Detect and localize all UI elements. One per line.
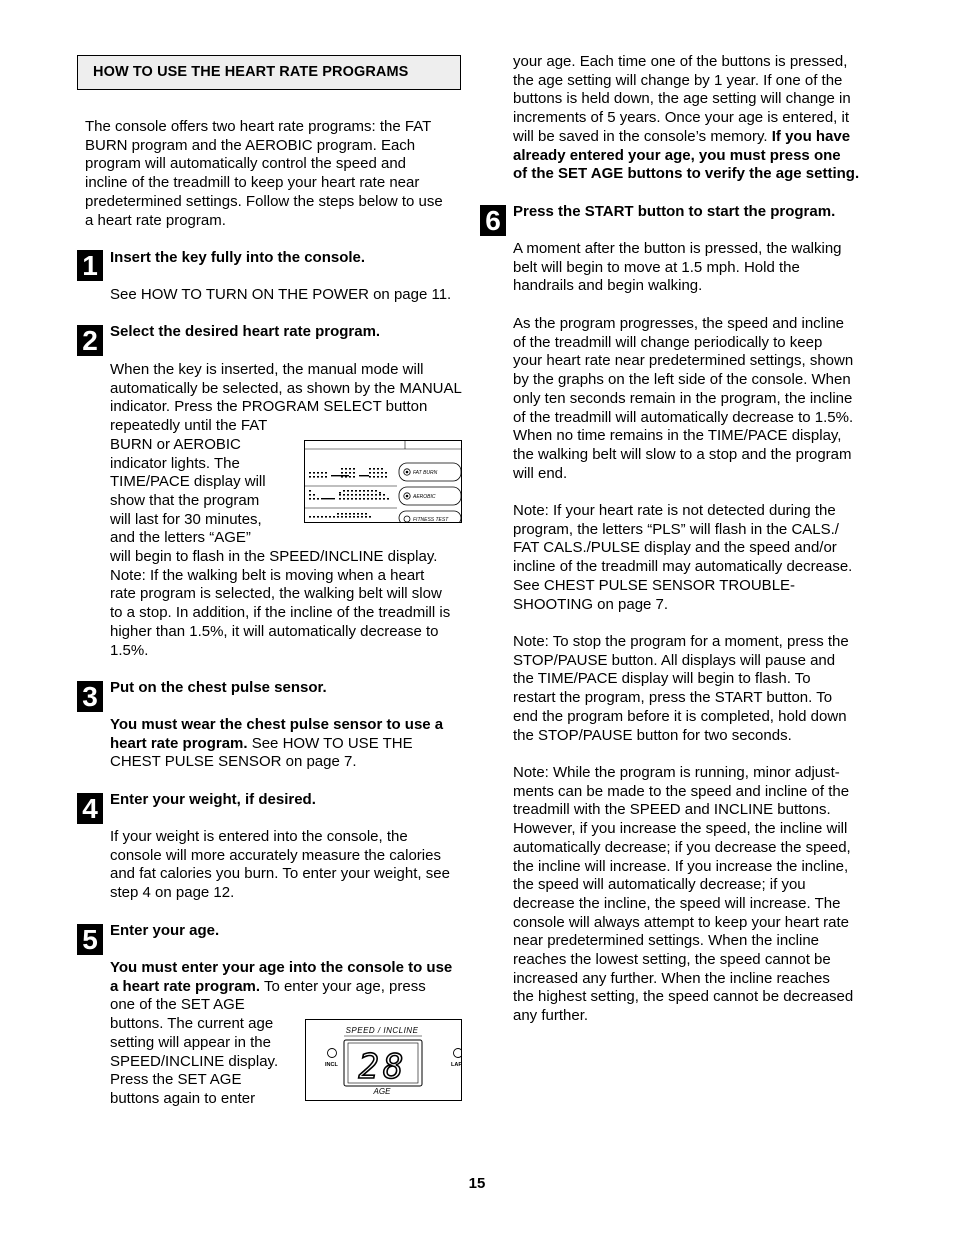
intro-line: a heart rate program. bbox=[85, 211, 226, 229]
step-6-number: 6 bbox=[480, 205, 506, 236]
body-line: program, the letters “PLS” will flash in the CALS./ bbox=[513, 520, 839, 538]
step-3-number: 3 bbox=[77, 681, 103, 712]
step-2-title: Select the desired heart rate program. bbox=[110, 323, 381, 340]
body-line: You must enter your age into the console to use bbox=[110, 959, 453, 976]
body-line: See CHEST PULSE SENSOR TROUBLE- bbox=[513, 576, 796, 594]
program-indicator-svg bbox=[305, 441, 461, 522]
body-line: When the key is inserted, the manual mode will bbox=[110, 361, 424, 378]
body-line: decrease the incline, the speed will increase. The bbox=[513, 894, 841, 912]
body-line: will last for 30 minutes, bbox=[110, 510, 262, 528]
body-line: STOP/PAUSE button. All displays will pause and bbox=[513, 651, 836, 669]
bold-lead: a heart rate program. bbox=[110, 977, 261, 995]
body-line: of the treadmill will change periodically to keep bbox=[513, 333, 823, 351]
bold-text: If you have bbox=[771, 127, 851, 145]
body-line: When no time remains in the TIME/PACE display, bbox=[513, 427, 842, 445]
fat-burn-indicator-light-dot bbox=[406, 471, 409, 474]
body-line: end the program before it is completed, hold down bbox=[513, 707, 847, 725]
body-line: your age. Each time one of the buttons is pressed, bbox=[513, 53, 848, 70]
body-line: and fat calories you burn. To enter your weight, see bbox=[110, 865, 450, 883]
step-2-number: 2 bbox=[77, 325, 103, 356]
page-number: 15 bbox=[468, 1175, 486, 1192]
lap-label: LAP bbox=[451, 1062, 461, 1068]
body-line: SHOOTING on page 7. bbox=[513, 595, 669, 613]
step-3-title: Put on the chest pulse sensor. bbox=[110, 679, 327, 696]
step-1-title: Insert the key fully into the console. bbox=[110, 249, 366, 266]
body-line bbox=[110, 978, 470, 997]
intro-line: incline of the treadmill to keep your heart rate near bbox=[85, 174, 420, 192]
lap-button-icon bbox=[454, 1049, 462, 1058]
body-line: restart the program, press the START button. To bbox=[513, 689, 833, 707]
intro-line: predetermined settings. Follow the steps below to use bbox=[85, 192, 443, 210]
step-5-continued bbox=[513, 53, 873, 184]
body-line: You must wear the chest pulse sensor to use a bbox=[110, 716, 444, 733]
body-line: by the graphs on the left side of the console. When bbox=[513, 371, 851, 389]
body-line: setting will appear in the bbox=[110, 1033, 271, 1051]
body-line: As the program progresses, the speed and incline bbox=[513, 315, 845, 332]
body-line: ments can be made to the speed and incline of the bbox=[513, 782, 850, 800]
body-line: indicator lights. The bbox=[110, 454, 240, 472]
body-line bbox=[513, 128, 873, 147]
step-5-title: Enter your age. bbox=[110, 922, 220, 939]
body-line: higher than 1.5%, it will automatically decrease to bbox=[110, 622, 439, 640]
body-line: buttons. The current age bbox=[110, 1015, 274, 1033]
body-line: step 4 on page 12. bbox=[110, 884, 235, 902]
body-line: Press the SET AGE bbox=[110, 1071, 242, 1089]
body-line: FAT CALS./PULSE display and the speed and/or bbox=[513, 539, 837, 557]
body-line: reaches the lowest setting, the speed cannot be bbox=[513, 951, 831, 969]
step-6-para-3 bbox=[513, 502, 873, 614]
body-line: of the treadmill will automatically decrease to 1.5%. bbox=[513, 408, 854, 426]
intro-paragraph bbox=[85, 118, 470, 230]
intro-line: program will automatically control the speed and bbox=[85, 155, 406, 173]
age-label: AGE bbox=[373, 1087, 391, 1096]
body-line: any further. bbox=[513, 1007, 589, 1025]
body-line: SPEED/INCLINE display. bbox=[110, 1052, 279, 1070]
body-line: CHEST PULSE SENSOR on page 7. bbox=[110, 753, 357, 771]
body-line: near predetermined settings. When the incline bbox=[513, 932, 820, 950]
aerobic-indicator-light-dot bbox=[406, 495, 409, 498]
body-line: one of the SET AGE bbox=[110, 996, 245, 1014]
step-4-title: Enter your weight, if desired. bbox=[110, 791, 316, 808]
fitness-test-indicator-light bbox=[404, 516, 410, 522]
body-line: and the letters “AGE” bbox=[110, 529, 251, 547]
body-line: belt will begin to move at 1.5 mph. Hold the bbox=[513, 258, 800, 276]
body-line: console will always attempt to keep your heart rate bbox=[513, 913, 849, 931]
body-line: repeatedly until the FAT bbox=[110, 417, 268, 435]
body-text: will be saved in the console’s memory. bbox=[513, 127, 772, 145]
body-line: the age setting will change by 1 year. If one of the bbox=[513, 71, 843, 89]
body-line: Note: If your heart rate is not detected during the bbox=[513, 502, 836, 519]
step-6-para-2 bbox=[513, 315, 873, 483]
body-line: automatically be selected, as shown by the MANUAL bbox=[110, 379, 462, 397]
body-line bbox=[110, 735, 470, 754]
intro-line: The console offers two heart rate programs: the FAT bbox=[85, 118, 432, 135]
body-text: See HOW TO USE THE bbox=[247, 734, 413, 752]
body-line: automatically decrease; if you decrease the speed, bbox=[513, 838, 851, 856]
section-heading-box bbox=[77, 55, 461, 90]
speed-incline-label: SPEED / INCLINE bbox=[345, 1026, 419, 1035]
body-line: buttons is held down, the age setting will change in bbox=[513, 90, 851, 108]
body-line: Note: If the walking belt is moving when a heart bbox=[110, 566, 425, 584]
body-line: show that the program bbox=[110, 491, 260, 509]
body-line: incline of the treadmill may automatically decrease. bbox=[513, 558, 853, 576]
body-line: TIME/PACE display will bbox=[110, 473, 266, 491]
step-1-number: 1 bbox=[77, 250, 103, 281]
body-line: However, if you increase the speed, the incline will bbox=[513, 820, 848, 838]
body-line: handrails and begin walking. bbox=[513, 277, 703, 295]
body-line: If your weight is entered into the console, the bbox=[110, 828, 408, 845]
step-6-para-5 bbox=[513, 764, 873, 1026]
section-heading: HOW TO USE THE HEART RATE PROGRAMS bbox=[93, 64, 409, 80]
program-graph-row-3 bbox=[309, 513, 371, 518]
step-1-text: See HOW TO TURN ON THE POWER on page 11. bbox=[110, 286, 452, 303]
intro-line: BURN program and the AEROBIC program. Each bbox=[85, 136, 416, 154]
step-6-para-4 bbox=[513, 633, 873, 745]
body-line: Note: To stop the program for a moment, press the bbox=[513, 633, 849, 650]
step-6-title: Press the START button to start the program. bbox=[513, 203, 836, 220]
body-line: the incline will increase. If you increase the incline, bbox=[513, 857, 849, 875]
bold-lead: heart rate program. bbox=[110, 734, 248, 752]
incline-button-icon bbox=[328, 1049, 337, 1058]
body-line: increased any further. When the incline reaches bbox=[513, 969, 830, 987]
body-line: BURN or AEROBIC bbox=[110, 435, 241, 453]
body-line: A moment after the button is pressed, the walking bbox=[513, 240, 842, 257]
body-line: already entered your age, you must press one bbox=[513, 146, 841, 164]
body-line: increments of 5 years. Once your age is entered, it bbox=[513, 109, 849, 127]
fat-burn-label: FAT BURN bbox=[413, 470, 438, 476]
incline-label: INCL bbox=[325, 1062, 338, 1068]
body-text: To enter your age, press bbox=[260, 977, 426, 995]
body-line: the TIME/PACE display will begin to flash. To bbox=[513, 670, 811, 688]
body-line: the speed will automatically decrease; if you bbox=[513, 876, 806, 894]
age-display-illustration bbox=[305, 1019, 462, 1101]
body-line: will begin to flash in the SPEED/INCLINE display. bbox=[110, 548, 438, 566]
step-3-body bbox=[110, 716, 470, 772]
program-indicator-illustration bbox=[304, 440, 462, 523]
body-line: the walking belt will slow to a stop and the program bbox=[513, 445, 852, 463]
body-line: 1.5%. bbox=[110, 641, 149, 659]
step-5-number: 5 bbox=[77, 924, 103, 955]
body-line: buttons again to enter bbox=[110, 1089, 256, 1107]
body-line: will end. bbox=[513, 464, 568, 482]
body-line: to a stop. In addition, if the incline of the treadmill is bbox=[110, 604, 451, 622]
step-6-para-1 bbox=[513, 240, 873, 296]
body-line: of the SET AGE buttons to verify the age setting. bbox=[513, 165, 860, 183]
body-line: rate program is selected, the walking belt will slow bbox=[110, 585, 442, 603]
body-line: your heart rate near predetermined settings, shown bbox=[513, 352, 854, 370]
step-4-body bbox=[110, 828, 470, 903]
step-4-number: 4 bbox=[77, 793, 103, 824]
body-line: console will more accurately measure the calories bbox=[110, 846, 441, 864]
age-value: 28 bbox=[358, 1047, 408, 1087]
body-line: the highest setting, the speed cannot be decreased bbox=[513, 988, 854, 1006]
program-graph-row-1 bbox=[309, 468, 387, 478]
body-line: the STOP/PAUSE button for two seconds. bbox=[513, 726, 792, 744]
program-graph-row-2 bbox=[309, 490, 389, 500]
body-line: only ten seconds remain in the program, the incline bbox=[513, 389, 853, 407]
body-line: treadmill with the SPEED and INCLINE buttons. bbox=[513, 801, 831, 819]
aerobic-label: AEROBIC bbox=[413, 494, 436, 500]
age-display-svg bbox=[306, 1020, 461, 1100]
body-line: Note: While the program is running, minor adjust- bbox=[513, 764, 840, 781]
body-line: indicator. Press the PROGRAM SELECT button bbox=[110, 398, 428, 416]
fitness-test-label: FITNESS TEST bbox=[413, 517, 449, 522]
